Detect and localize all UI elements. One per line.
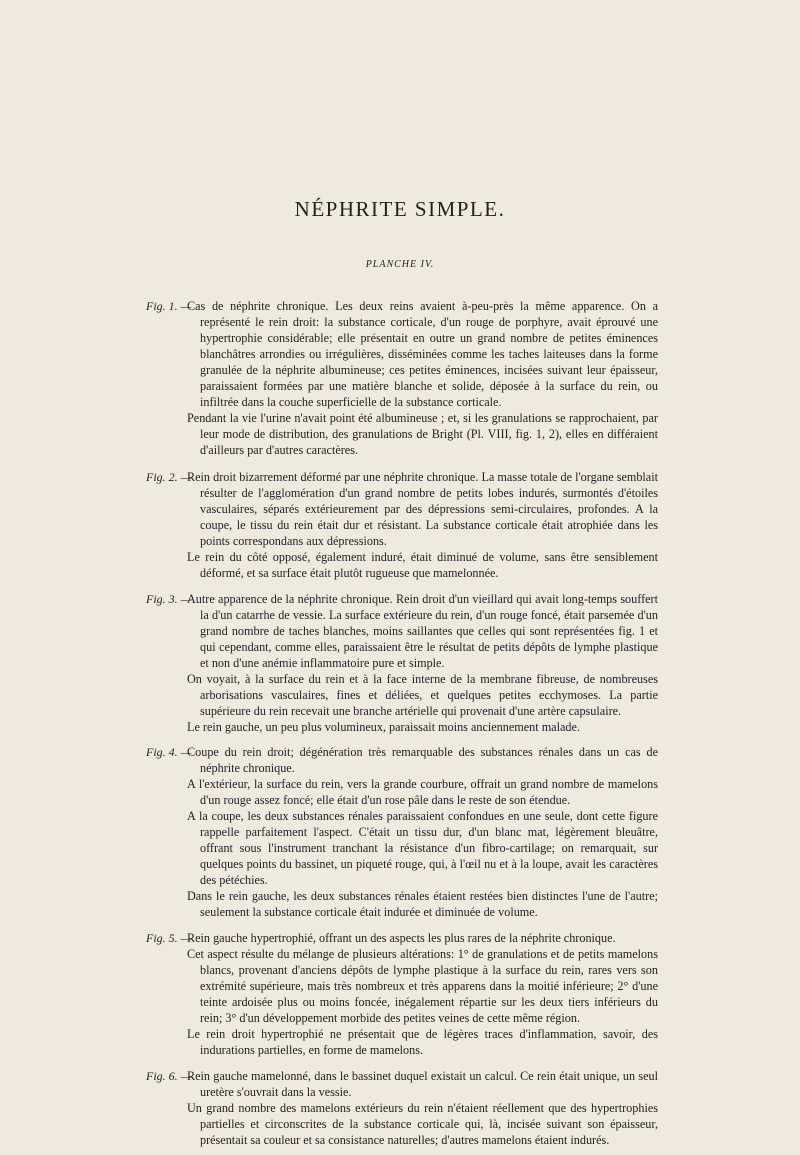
figure-5-entry <box>0 930 800 1058</box>
figure-paragraph: Le rein droit hypertrophié ne présentait que de légères traces d'inflammation, savoir, des indurations partielles, en forme de mamelons. <box>187 1027 658 1057</box>
figure-6-entry <box>0 1068 800 1148</box>
figure-paragraph: Rein droit bizarrement déformé par une néphrite chronique. La masse totale de l'organe semblait résulter de l'agglomération d'un grand nombre de petits lobes indurés, surmontés d'étoiles vasculaires, séparés extérieurement par des dépressions semi-circulaires, profondes. A la coupe, le tissu du rein était dur et résistant. La substance corticale était atrophiée dans les points correspondans aux dépressions. <box>187 470 658 548</box>
figure-descriptions <box>0 298 800 1148</box>
plate-heading: PLANCHE IV. <box>365 259 435 270</box>
figure-paragraph: A la coupe, les deux substances rénales paraissaient confondues en une seule, dont cette figure rappelle parfaitement l'aspect. C'était un tissu dur, d'un blanc mat, légèrement bleuâtre, offrant sous l'instrument tranchant la résistance d'un fibro-cartilage; on remarquait, sur quelques points du bassinet, un piqueté rouge, qui, à l'œil nu et à la loupe, avait les caractères des pétéchies. <box>187 809 658 887</box>
figure-1-entry <box>0 298 800 458</box>
figure-label: Fig. 6. — <box>146 1069 192 1083</box>
figure-paragraph: Un grand nombre des mamelons extérieurs du rein n'étaient réellement que des hypertrophies partielles et circonscrites de la substance corticale qui, là, incisée suivant son épaisseur, présentait sa couleur et sa consistance naturelles; d'autres mamelons étaient indurés. <box>187 1101 658 1147</box>
figure-2-entry <box>0 469 800 581</box>
figure-label: Fig. 4. — <box>146 745 192 759</box>
figure-paragraph: Le rein du côté opposé, également induré, était diminué de volume, sans être sensiblement déformé, et sa surface était plutôt rugueuse que mamelonnée. <box>187 550 658 580</box>
figure-paragraph: Autre apparence de la néphrite chronique. Rein droit d'un vieillard qui avait long-temps souffert la d'un catarrhe de vessie. La surface extérieure du rein, d'un rouge foncé, était parsemée d'un grand nombre de taches blanches, moins saillantes que celles qui sont représentées fig. 1 et qui cependant, comme elles, paraissaient être le résultat de petits dépôts de lymphe plastique et non d'une anémie inflammatoire pure et simple. <box>187 592 658 670</box>
figure-paragraph: Cas de néphrite chronique. Les deux reins avaient à-peu-près la même apparence. On a représenté le rein droit: la substance corticale, d'un rouge de porphyre, avait éprouvé une hypertrophie considérable; elle présentait en outre un grand nombre de petites éminences blanchâtres arrondies ou irrégulières, disséminées comme les taches laiteuses dans la forme granulée de la néphrite albumineuse; ces petites éminences, incisées suivant leur épaisseur, paraissaient formées par une matière blanche et solide, déposée à la surface du rein, ou infiltrée dans la couche superficielle de la substance corticale. <box>187 299 658 409</box>
figure-paragraph: Dans le rein gauche, les deux substances rénales étaient restées bien distinctes l'une de l'autre; seulement la substance corticale était indurée et diminuée de volume. <box>187 889 658 919</box>
figure-label: Fig. 1. — <box>146 299 192 313</box>
figure-paragraph: Rein gauche mamelonné, dans le bassinet duquel existait un calcul. Ce rein était unique, un seul uretère s'ouvrait dans la vessie. <box>187 1069 658 1099</box>
figure-3-entry <box>0 591 800 735</box>
figure-label: Fig. 2. — <box>146 470 192 484</box>
figure-paragraph: Le rein gauche, un peu plus volumineux, paraissait moins anciennement malade. <box>187 720 580 734</box>
page-title: NÉPHRITE SIMPLE. <box>294 197 506 221</box>
figure-paragraph: Cet aspect résulte du mélange de plusieurs altérations: 1° de granulations et de petits mamelons blancs, provenant d'anciens dépôts de lymphe plastique à la surface du rein, rares vers son extrémité supérieure, mais très nombreux et très apparens dans la moitié inférieure; 2° d'une teinte ardoisée plus ou moins foncée, inégalement répartie sur les deux tiers inférieurs du rein; 3° d'un développement morbide des petites veines de cette même région. <box>187 947 658 1025</box>
figure-paragraph: Pendant la vie l'urine n'avait point été albumineuse ; et, si les granulations se rapprochaient, par leur mode de distribution, des granulations de Bright (Pl. VIII, fig. 1, 2), elles en différaient d'ailleurs par d'autres caractères. <box>187 411 658 457</box>
figure-label: Fig. 3. — <box>146 592 192 606</box>
figure-paragraph: Rein gauche hypertrophié, offrant un des aspects les plus rares de la néphrite chronique. <box>187 931 616 945</box>
figure-paragraph: On voyait, à la surface du rein et à la face interne de la membrane fibreuse, de nombreuses arborisations vasculaires, fines et déliées, et quelques petites ecchymoses. La partie supérieure du rein recevait une branche artérielle qui provenait d'une artère capsulaire. <box>187 672 658 718</box>
figure-label: Fig. 5. — <box>146 931 192 945</box>
figure-paragraph: Coupe du rein droit; dégénération très remarquable des substances rénales dans un cas de néphrite chronique. <box>187 745 658 775</box>
figure-4-entry <box>0 744 800 920</box>
figure-paragraph: A l'extérieur, la surface du rein, vers la grande courbure, offrait un grand nombre de mamelons d'un rouge assez foncé; elle était d'un rose pâle dans le reste de son étendue. <box>187 777 658 807</box>
